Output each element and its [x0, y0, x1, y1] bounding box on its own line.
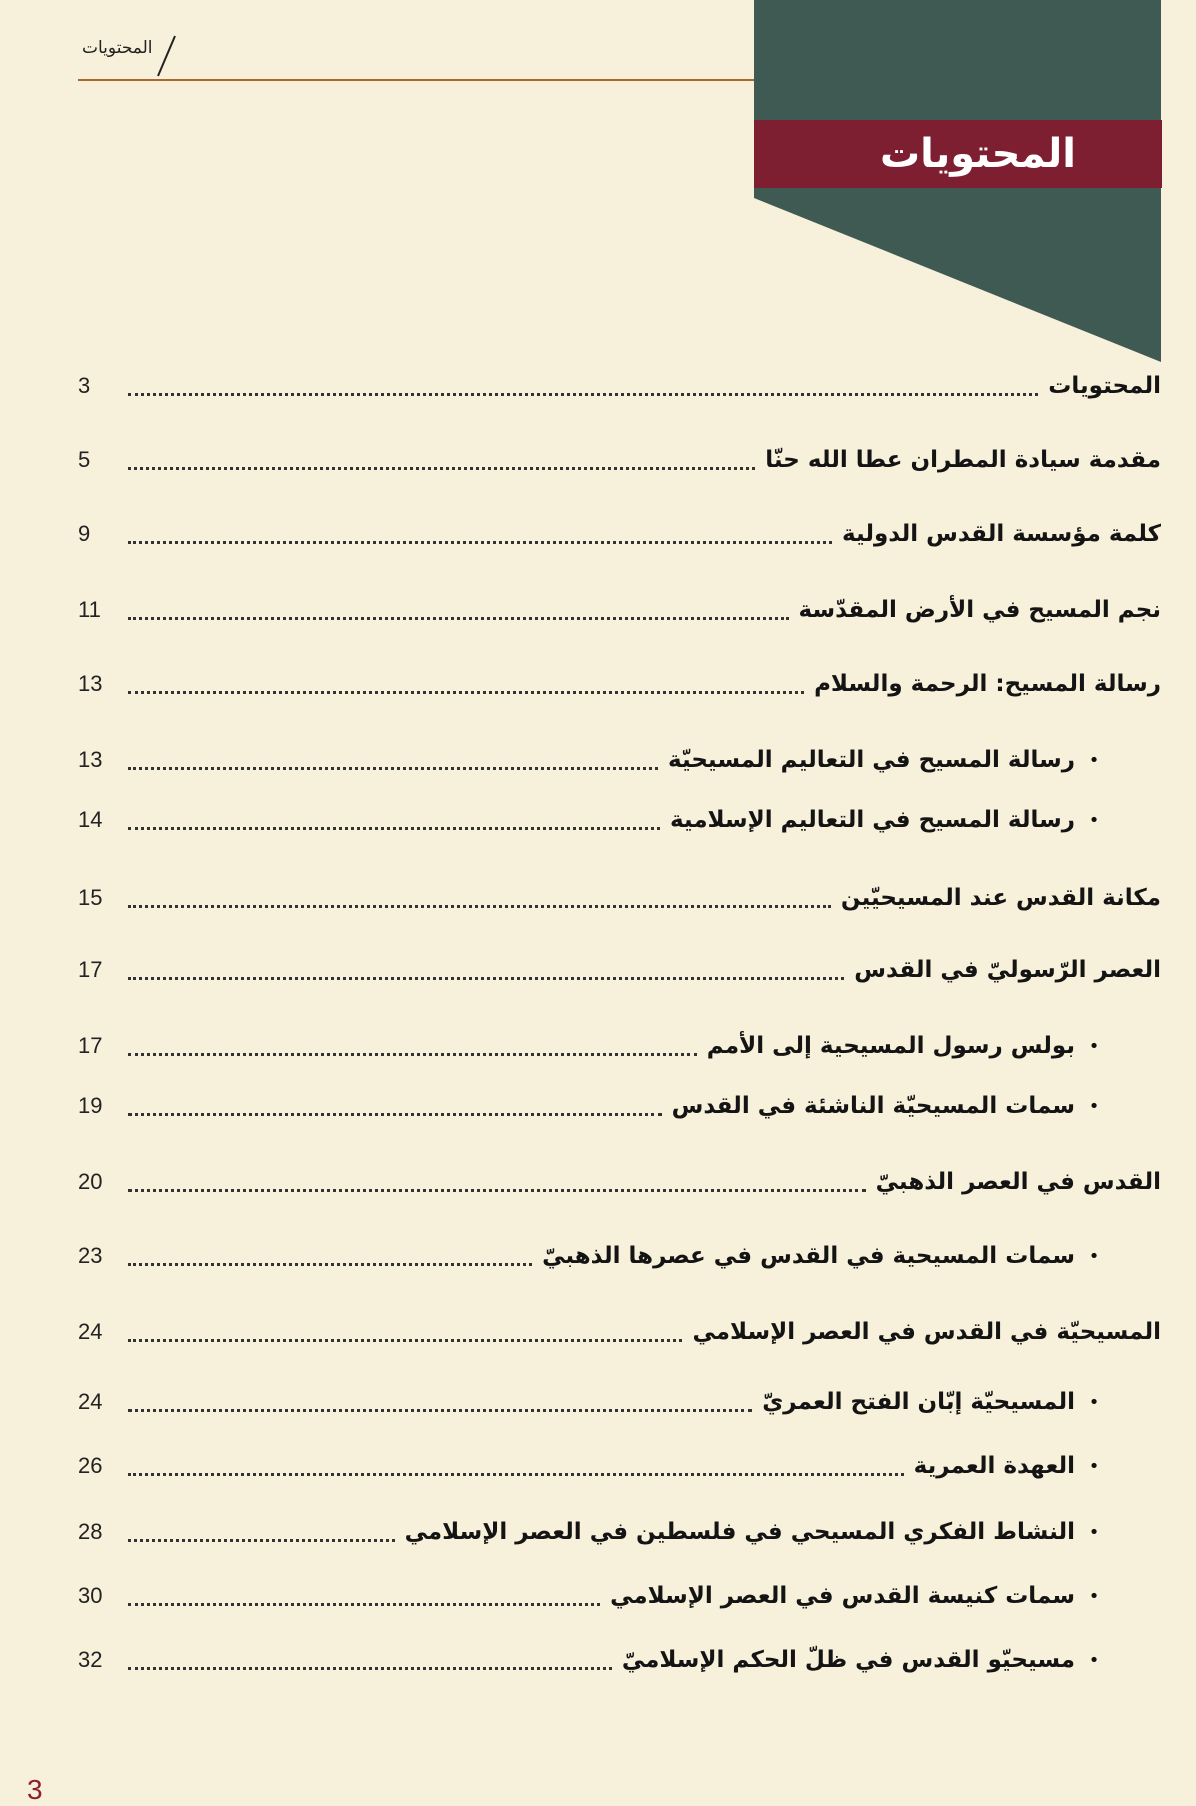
- page-number: 3: [27, 1774, 43, 1805]
- toc-entry-page: 9: [78, 521, 91, 546]
- toc-entry[interactable]: [78, 1380, 1103, 1424]
- dot-leader: [128, 1539, 395, 1542]
- dot-leader: [128, 393, 1038, 396]
- dot-leader: [128, 977, 844, 980]
- toc-entry-title: رسالة المسيح في التعاليم الإسلامية: [669, 807, 1075, 833]
- running-header-title: المحتويات: [82, 38, 153, 58]
- toc-entry-title: بولس رسول المسيحية إلى الأمم: [706, 1033, 1075, 1059]
- toc-entry-page: 15: [78, 885, 103, 910]
- toc-entry-title: مكانة القدس عند المسيحيّين: [840, 885, 1161, 911]
- toc-entry[interactable]: [78, 876, 1161, 920]
- toc-entry-title: رسالة المسيح في التعاليم المسيحيّة: [668, 747, 1075, 773]
- toc-entry[interactable]: [78, 798, 1103, 842]
- toc-entry-page: 17: [78, 1033, 103, 1058]
- toc-entry[interactable]: [78, 1084, 1103, 1128]
- bullet-icon: •: [1088, 1391, 1100, 1413]
- toc-entry-page: 24: [78, 1389, 103, 1414]
- toc-entry-page: 30: [78, 1583, 103, 1608]
- dot-leader: [128, 1263, 532, 1266]
- toc-entry-title: نجم المسيح في الأرض المقدّسة: [798, 597, 1161, 623]
- toc-entry[interactable]: [78, 1444, 1103, 1488]
- dot-leader: [128, 1603, 600, 1606]
- toc-entry[interactable]: [78, 1574, 1103, 1618]
- toc-entry-page: 19: [78, 1093, 103, 1118]
- bullet-icon: •: [1088, 1585, 1100, 1607]
- toc-entry[interactable]: [78, 364, 1161, 408]
- toc-entry-page: 28: [78, 1519, 103, 1544]
- toc-entry-title: النشاط الفكري المسيحي في فلسطين في العصر الإسلامي: [404, 1519, 1075, 1545]
- toc-entry[interactable]: [78, 1160, 1161, 1204]
- toc-entry-page: 13: [78, 671, 103, 696]
- toc-entry[interactable]: [78, 738, 1103, 782]
- dot-leader: [128, 1339, 682, 1342]
- toc-entry-page: 11: [78, 597, 101, 622]
- toc-entry[interactable]: [78, 588, 1161, 632]
- toc-entry[interactable]: [78, 1638, 1103, 1682]
- bullet-icon: •: [1088, 1095, 1100, 1117]
- toc-entry-title: سمات كنيسة القدس في العصر الإسلامي: [610, 1583, 1075, 1609]
- toc-entry-title: سمات المسيحية في القدس في عصرها الذهبيّ: [542, 1243, 1075, 1269]
- toc-entry-title: رسالة المسيح: الرحمة والسلام: [814, 671, 1161, 697]
- toc-entry-title: مسيحيّو القدس في ظلّ الحكم الإسلاميّ: [621, 1647, 1075, 1673]
- toc-entry-page: 17: [78, 957, 103, 982]
- toc-entry-page: 13: [78, 747, 103, 772]
- toc-entry-page: 20: [78, 1169, 103, 1194]
- dot-leader: [128, 1113, 662, 1116]
- dot-leader: [128, 691, 804, 694]
- toc-entry[interactable]: [78, 512, 1161, 556]
- bullet-icon: •: [1088, 1035, 1100, 1057]
- bullet-icon: •: [1088, 1455, 1100, 1477]
- toc-entry-page: 5: [78, 447, 91, 472]
- toc-entry-title: المسيحيّة إبّان الفتح العمريّ: [762, 1389, 1075, 1415]
- dot-leader: [128, 467, 755, 470]
- toc-entry-title: المحتويات: [1048, 373, 1161, 399]
- table-of-contents: [78, 0, 1161, 1797]
- bullet-icon: •: [1088, 809, 1100, 831]
- toc-entry-page: 24: [78, 1319, 103, 1344]
- toc-entry-title: القدس في العصر الذهبيّ: [875, 1169, 1161, 1195]
- toc-entry-title: العهدة العمرية: [913, 1453, 1075, 1479]
- dot-leader: [128, 767, 658, 770]
- toc-entry-page: 14: [78, 807, 103, 832]
- bullet-icon: •: [1088, 1521, 1100, 1543]
- dot-leader: [128, 1473, 904, 1476]
- dot-leader: [128, 617, 789, 620]
- dot-leader: [128, 1667, 612, 1670]
- toc-entry-page: 26: [78, 1453, 103, 1478]
- dot-leader: [128, 1189, 866, 1192]
- toc-entry-page: 32: [78, 1647, 103, 1672]
- toc-entry[interactable]: [78, 1510, 1103, 1554]
- toc-entry[interactable]: [78, 1024, 1103, 1068]
- page-title: المحتويات: [879, 131, 1076, 177]
- toc-entry-page: 23: [78, 1243, 103, 1268]
- toc-entry-title: مقدمة سيادة المطران عطا الله حنّا: [765, 447, 1161, 473]
- dot-leader: [128, 905, 831, 908]
- toc-entry[interactable]: [78, 1234, 1103, 1278]
- bullet-icon: •: [1088, 1649, 1100, 1671]
- dot-leader: [128, 827, 660, 830]
- toc-entry-title: المسيحيّة في القدس في العصر الإسلامي: [692, 1319, 1161, 1345]
- toc-entry-title: العصر الرّسوليّ في القدس: [854, 957, 1161, 983]
- toc-entry[interactable]: [78, 1310, 1161, 1354]
- dot-leader: [128, 1409, 752, 1412]
- dot-leader: [128, 541, 832, 544]
- toc-entry[interactable]: [78, 438, 1161, 482]
- toc-entry-title: سمات المسيحيّة الناشئة في القدس: [671, 1093, 1075, 1119]
- bullet-icon: •: [1088, 749, 1100, 771]
- toc-entry-page: 3: [78, 373, 91, 398]
- bullet-icon: •: [1088, 1245, 1100, 1267]
- toc-entry-title: كلمة مؤسسة القدس الدولية: [842, 521, 1161, 547]
- toc-entry[interactable]: [78, 662, 1161, 706]
- dot-leader: [128, 1053, 697, 1056]
- toc-entry[interactable]: [78, 948, 1161, 992]
